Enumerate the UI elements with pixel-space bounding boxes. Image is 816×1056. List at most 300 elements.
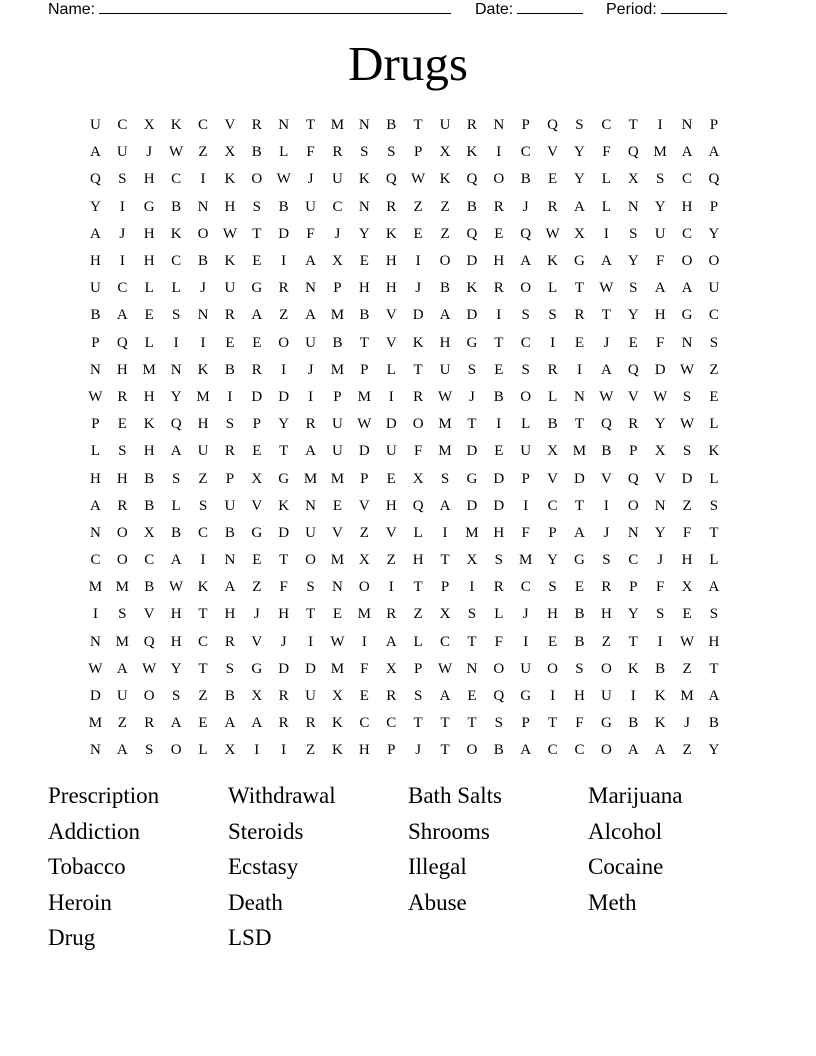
grid-letter[interactable]: H [385, 253, 397, 270]
grid-letter[interactable]: H [170, 633, 182, 650]
grid-letter[interactable]: U [385, 443, 397, 460]
grid-letter[interactable]: C [547, 497, 558, 514]
grid-letter[interactable]: R [251, 117, 262, 134]
grid-letter[interactable]: R [466, 117, 477, 134]
grid-letter[interactable]: E [709, 388, 719, 405]
grid-letter[interactable]: R [305, 715, 316, 732]
grid-letter[interactable]: W [437, 388, 453, 405]
grid-letter[interactable]: E [252, 253, 262, 270]
grid-letter[interactable]: S [629, 280, 638, 297]
grid-letter[interactable]: A [305, 443, 316, 460]
grid-letter[interactable]: U [332, 443, 343, 460]
grid-letter[interactable]: P [629, 579, 638, 596]
grid-letter[interactable]: Y [627, 307, 639, 324]
grid-letter[interactable]: K [332, 742, 343, 759]
grid-letter[interactable]: S [602, 552, 611, 569]
grid-letter[interactable]: I [496, 307, 502, 324]
grid-letter[interactable]: L [144, 334, 154, 351]
grid-letter[interactable]: T [601, 307, 611, 324]
grid-letter[interactable]: T [198, 606, 208, 623]
grid-letter[interactable]: Z [305, 742, 316, 759]
grid-letter[interactable]: A [305, 307, 316, 324]
grid-letter[interactable]: C [574, 742, 585, 759]
grid-letter[interactable]: G [574, 253, 585, 270]
grid-letter[interactable]: N [90, 742, 101, 759]
grid-letter[interactable]: X [332, 688, 343, 705]
grid-letter[interactable]: R [493, 198, 504, 215]
grid-letter[interactable]: I [550, 688, 556, 705]
grid-letter[interactable]: L [413, 524, 423, 541]
grid-letter[interactable]: T [359, 334, 369, 351]
grid-letter[interactable]: U [305, 198, 316, 215]
grid-letter[interactable]: H [116, 470, 128, 487]
grid-letter[interactable]: A [90, 497, 101, 514]
grid-letter[interactable]: B [224, 688, 235, 705]
grid-letter[interactable]: H [385, 280, 397, 297]
grid-letter[interactable]: X [251, 470, 263, 487]
grid-letter[interactable]: U [332, 171, 343, 188]
grid-letter[interactable]: X [224, 144, 236, 161]
grid-letter[interactable]: L [171, 280, 181, 297]
grid-letter[interactable]: E [198, 715, 208, 732]
grid-letter[interactable]: H [681, 198, 693, 215]
grid-letter[interactable]: W [88, 660, 103, 677]
grid-letter[interactable]: S [118, 443, 127, 460]
grid-letter[interactable]: B [628, 715, 639, 732]
grid-letter[interactable]: C [171, 171, 182, 188]
grid-letter[interactable]: U [305, 524, 316, 541]
grid-letter[interactable]: L [709, 470, 719, 487]
grid-letter[interactable]: T [628, 633, 638, 650]
grid-letter[interactable]: A [681, 280, 693, 297]
grid-letter[interactable]: B [278, 198, 289, 215]
grid-letter[interactable]: H [493, 253, 505, 270]
grid-letter[interactable]: S [655, 606, 665, 623]
grid-letter[interactable]: P [252, 416, 261, 433]
grid-letter[interactable]: O [600, 660, 612, 677]
grid-letter[interactable]: H [224, 198, 236, 215]
grid-letter[interactable]: W [88, 388, 103, 405]
grid-letter[interactable]: Q [466, 171, 478, 188]
grid-letter[interactable]: A [224, 579, 236, 596]
grid-letter[interactable]: D [466, 497, 478, 514]
grid-letter[interactable]: Z [413, 606, 423, 623]
grid-letter[interactable]: O [278, 334, 290, 351]
grid-letter[interactable]: N [654, 497, 666, 514]
grid-letter[interactable]: L [198, 742, 208, 759]
grid-letter[interactable]: S [413, 688, 423, 705]
grid-letter[interactable]: Z [709, 361, 719, 378]
grid-letter[interactable]: J [415, 280, 422, 297]
grid-letter[interactable]: S [682, 443, 692, 460]
grid-letter[interactable]: A [654, 742, 666, 759]
grid-letter[interactable]: E [332, 497, 343, 514]
grid-letter[interactable]: S [198, 497, 208, 514]
grid-letter[interactable]: R [117, 497, 128, 514]
grid-letter[interactable]: N [681, 334, 693, 351]
grid-letter[interactable]: I [469, 579, 475, 596]
grid-letter[interactable]: R [224, 443, 235, 460]
grid-letter[interactable]: R [117, 388, 128, 405]
grid-letter[interactable]: E [332, 606, 343, 623]
grid-letter[interactable]: U [305, 334, 316, 351]
grid-letter[interactable]: V [385, 334, 397, 351]
grid-letter[interactable]: E [628, 334, 638, 351]
grid-letter[interactable]: E [682, 606, 692, 623]
grid-letter[interactable]: C [601, 117, 612, 134]
date-input-line[interactable] [517, 0, 583, 14]
grid-letter[interactable]: C [117, 117, 128, 134]
grid-letter[interactable]: H [143, 253, 155, 270]
grid-letter[interactable]: O [520, 280, 532, 297]
grid-letter[interactable]: M [330, 117, 345, 134]
grid-letter[interactable]: H [574, 688, 585, 705]
grid-letter[interactable]: Y [654, 198, 666, 215]
grid-letter[interactable]: C [440, 633, 451, 650]
grid-letter[interactable]: H [143, 225, 155, 242]
grid-letter[interactable]: F [575, 715, 584, 732]
grid-letter[interactable]: V [358, 497, 370, 514]
grid-letter[interactable]: D [493, 497, 505, 514]
grid-letter[interactable]: I [200, 171, 206, 188]
grid-letter[interactable]: P [360, 470, 369, 487]
grid-letter[interactable]: T [440, 742, 450, 759]
period-input-line[interactable] [661, 0, 727, 14]
grid-letter[interactable]: M [115, 579, 129, 596]
grid-letter[interactable]: J [657, 552, 664, 569]
grid-letter[interactable]: S [548, 307, 557, 324]
grid-letter[interactable]: S [467, 606, 477, 623]
grid-letter[interactable]: K [385, 225, 397, 242]
grid-letter[interactable]: W [142, 660, 157, 677]
grid-letter[interactable]: I [630, 688, 636, 705]
grid-letter[interactable]: G [143, 198, 155, 215]
grid-letter[interactable]: U [305, 688, 316, 705]
grid-letter[interactable]: O [547, 660, 558, 677]
grid-letter[interactable]: Q [466, 225, 478, 242]
grid-letter[interactable]: V [143, 606, 155, 623]
grid-letter[interactable]: J [307, 171, 314, 188]
grid-letter[interactable]: O [170, 742, 182, 759]
grid-letter[interactable]: I [308, 388, 314, 405]
grid-letter[interactable]: H [708, 633, 720, 650]
grid-letter[interactable]: I [92, 606, 98, 623]
grid-letter[interactable]: X [358, 552, 370, 569]
grid-letter[interactable]: G [251, 280, 263, 297]
grid-letter[interactable]: K [358, 171, 370, 188]
grid-letter[interactable]: U [116, 144, 128, 161]
grid-letter[interactable]: D [654, 361, 666, 378]
grid-letter[interactable]: C [198, 117, 209, 134]
grid-letter[interactable]: I [227, 388, 233, 405]
grid-letter[interactable]: E [494, 361, 504, 378]
grid-letter[interactable]: N [90, 524, 101, 541]
grid-letter[interactable]: N [170, 361, 182, 378]
grid-letter[interactable]: H [170, 606, 182, 623]
grid-letter[interactable]: A [116, 742, 128, 759]
grid-letter[interactable]: C [90, 552, 101, 569]
grid-letter[interactable]: I [388, 579, 394, 596]
grid-letter[interactable]: Y [654, 416, 666, 433]
grid-letter[interactable]: L [521, 416, 531, 433]
grid-letter[interactable]: A [305, 253, 316, 270]
name-input-line[interactable] [99, 0, 451, 14]
grid-letter[interactable]: O [116, 524, 128, 541]
grid-letter[interactable]: D [278, 524, 290, 541]
grid-letter[interactable]: S [145, 742, 154, 759]
grid-letter[interactable]: N [197, 307, 209, 324]
grid-letter[interactable]: K [547, 253, 558, 270]
grid-letter[interactable]: C [171, 253, 182, 270]
grid-letter[interactable]: W [679, 416, 695, 433]
grid-letter[interactable]: B [466, 198, 477, 215]
grid-letter[interactable]: C [520, 334, 531, 351]
grid-letter[interactable]: D [466, 443, 478, 460]
grid-letter[interactable]: K [654, 688, 666, 705]
grid-letter[interactable]: C [682, 171, 693, 188]
grid-letter[interactable]: E [548, 633, 558, 650]
grid-letter[interactable]: K [224, 171, 236, 188]
grid-letter[interactable]: N [466, 660, 478, 677]
grid-letter[interactable]: N [332, 579, 343, 596]
grid-letter[interactable]: E [494, 443, 504, 460]
grid-letter[interactable]: C [198, 633, 209, 650]
grid-letter[interactable]: S [575, 117, 584, 134]
grid-letter[interactable]: I [308, 633, 314, 650]
grid-letter[interactable]: W [169, 144, 184, 161]
grid-letter[interactable]: A [170, 715, 182, 732]
grid-letter[interactable]: C [682, 225, 693, 242]
grid-letter[interactable]: H [547, 606, 558, 623]
grid-letter[interactable]: D [278, 225, 290, 242]
grid-letter[interactable]: M [330, 307, 345, 324]
grid-letter[interactable]: I [657, 117, 663, 134]
grid-letter[interactable]: O [627, 497, 639, 514]
grid-letter[interactable]: D [278, 388, 290, 405]
grid-letter[interactable]: L [494, 606, 504, 623]
grid-letter[interactable]: D [278, 660, 290, 677]
grid-letter[interactable]: A [600, 361, 612, 378]
grid-letter[interactable]: T [413, 361, 423, 378]
grid-letter[interactable]: V [600, 470, 612, 487]
grid-letter[interactable]: M [357, 388, 372, 405]
grid-letter[interactable]: W [653, 388, 668, 405]
grid-letter[interactable]: O [493, 171, 505, 188]
grid-letter[interactable]: F [655, 334, 665, 351]
grid-letter[interactable]: R [386, 688, 397, 705]
grid-letter[interactable]: N [358, 117, 370, 134]
grid-letter[interactable]: B [440, 280, 451, 297]
grid-letter[interactable]: P [413, 144, 423, 161]
grid-letter[interactable]: S [118, 606, 127, 623]
grid-letter[interactable]: I [496, 144, 502, 161]
grid-letter[interactable]: V [251, 497, 263, 514]
grid-letter[interactable]: Y [358, 225, 370, 242]
grid-letter[interactable]: Q [116, 334, 128, 351]
grid-letter[interactable]: P [387, 742, 396, 759]
grid-letter[interactable]: X [654, 443, 666, 460]
grid-letter[interactable]: B [386, 117, 397, 134]
grid-letter[interactable]: O [466, 742, 478, 759]
grid-letter[interactable]: T [574, 416, 585, 433]
grid-letter[interactable]: X [332, 253, 343, 270]
grid-letter[interactable]: E [225, 334, 235, 351]
grid-letter[interactable]: L [413, 633, 423, 650]
grid-letter[interactable]: W [330, 633, 345, 650]
grid-letter[interactable]: Y [627, 253, 639, 270]
grid-letter[interactable]: Z [198, 470, 208, 487]
grid-letter[interactable]: K [197, 579, 209, 596]
grid-letter[interactable]: Z [198, 688, 208, 705]
grid-letter[interactable]: J [603, 334, 610, 351]
grid-letter[interactable]: Z [440, 198, 450, 215]
grid-letter[interactable]: B [708, 715, 719, 732]
grid-letter[interactable]: Q [170, 416, 182, 433]
grid-letter[interactable]: L [709, 552, 719, 569]
grid-letter[interactable]: I [603, 497, 609, 514]
grid-letter[interactable]: U [439, 361, 451, 378]
grid-letter[interactable]: E [117, 416, 127, 433]
grid-letter[interactable]: G [251, 660, 263, 677]
grid-letter[interactable]: S [118, 171, 127, 188]
grid-letter[interactable]: T [467, 416, 477, 433]
grid-letter[interactable]: T [467, 715, 477, 732]
grid-letter[interactable]: Q [385, 171, 397, 188]
grid-letter[interactable]: I [576, 361, 582, 378]
grid-letter[interactable]: Y [574, 171, 585, 188]
grid-letter[interactable]: C [332, 198, 343, 215]
grid-letter[interactable]: D [466, 253, 478, 270]
grid-letter[interactable]: N [493, 117, 505, 134]
grid-letter[interactable]: I [281, 361, 287, 378]
grid-letter[interactable]: U [600, 688, 612, 705]
grid-letter[interactable]: T [413, 117, 423, 134]
grid-letter[interactable]: N [305, 280, 316, 297]
grid-letter[interactable]: R [386, 606, 397, 623]
grid-letter[interactable]: M [115, 633, 129, 650]
grid-letter[interactable]: T [198, 660, 208, 677]
grid-letter[interactable]: E [574, 579, 585, 596]
grid-letter[interactable]: B [224, 524, 235, 541]
grid-letter[interactable]: L [279, 144, 289, 161]
grid-letter[interactable]: D [493, 470, 505, 487]
grid-letter[interactable]: J [200, 280, 206, 297]
grid-letter[interactable]: O [358, 579, 370, 596]
grid-letter[interactable]: K [654, 715, 666, 732]
grid-letter[interactable]: K [278, 497, 290, 514]
grid-letter[interactable]: K [197, 361, 209, 378]
grid-letter[interactable]: Y [574, 144, 585, 161]
grid-letter[interactable]: G [466, 334, 478, 351]
grid-letter[interactable]: O [708, 253, 720, 270]
grid-letter[interactable]: P [709, 198, 719, 215]
grid-letter[interactable]: S [709, 497, 719, 514]
grid-letter[interactable]: A [600, 253, 612, 270]
grid-letter[interactable]: S [360, 144, 369, 161]
grid-letter[interactable]: D [305, 660, 316, 677]
grid-letter[interactable]: S [171, 470, 181, 487]
grid-letter[interactable]: B [601, 443, 612, 460]
grid-letter[interactable]: S [655, 171, 665, 188]
grid-letter[interactable]: S [682, 388, 692, 405]
grid-letter[interactable]: H [197, 416, 209, 433]
grid-letter[interactable]: O [493, 660, 505, 677]
grid-letter[interactable]: B [574, 606, 585, 623]
grid-letter[interactable]: D [251, 388, 263, 405]
grid-letter[interactable]: I [119, 198, 125, 215]
grid-letter[interactable]: F [306, 144, 315, 161]
grid-letter[interactable]: T [305, 117, 316, 134]
grid-letter[interactable]: P [548, 524, 557, 541]
grid-letter[interactable]: S [387, 144, 396, 161]
grid-letter[interactable]: J [146, 144, 153, 161]
grid-letter[interactable]: R [224, 307, 235, 324]
grid-letter[interactable]: H [143, 443, 155, 460]
grid-letter[interactable]: L [144, 280, 154, 297]
grid-letter[interactable]: M [572, 443, 587, 460]
grid-letter[interactable]: A [654, 280, 666, 297]
grid-letter[interactable]: Q [493, 688, 505, 705]
grid-letter[interactable]: C [628, 552, 639, 569]
grid-letter[interactable]: I [657, 633, 663, 650]
grid-letter[interactable]: Q [600, 416, 612, 433]
grid-letter[interactable]: F [602, 144, 611, 161]
grid-letter[interactable]: R [493, 579, 504, 596]
grid-letter[interactable]: U [439, 117, 451, 134]
grid-letter[interactable]: X [547, 443, 558, 460]
grid-letter[interactable]: J [468, 388, 475, 405]
grid-letter[interactable]: Q [143, 633, 155, 650]
grid-letter[interactable]: R [574, 307, 585, 324]
grid-letter[interactable]: I [281, 742, 287, 759]
grid-letter[interactable]: X [574, 225, 585, 242]
grid-letter[interactable]: F [494, 633, 503, 650]
grid-letter[interactable]: W [599, 388, 614, 405]
grid-letter[interactable]: E [548, 171, 558, 188]
grid-letter[interactable]: B [655, 660, 666, 677]
grid-letter[interactable]: B [251, 144, 262, 161]
grid-letter[interactable]: T [574, 497, 585, 514]
grid-letter[interactable]: O [520, 388, 532, 405]
grid-letter[interactable]: S [709, 606, 719, 623]
grid-letter[interactable]: T [709, 524, 719, 541]
grid-letter[interactable]: T [467, 633, 477, 650]
grid-letter[interactable]: I [361, 633, 367, 650]
grid-letter[interactable]: X [143, 117, 155, 134]
grid-letter[interactable]: K [412, 334, 424, 351]
grid-letter[interactable]: H [358, 742, 370, 759]
grid-letter[interactable]: L [601, 171, 611, 188]
grid-letter[interactable]: N [90, 361, 101, 378]
grid-letter[interactable]: I [173, 334, 179, 351]
grid-letter[interactable]: A [116, 660, 128, 677]
grid-letter[interactable]: V [547, 470, 558, 487]
grid-letter[interactable]: N [278, 117, 290, 134]
grid-letter[interactable]: V [251, 633, 263, 650]
grid-letter[interactable]: H [116, 361, 128, 378]
grid-letter[interactable]: P [91, 416, 100, 433]
grid-letter[interactable]: D [681, 470, 693, 487]
grid-letter[interactable]: I [200, 552, 206, 569]
grid-letter[interactable]: T [252, 225, 262, 242]
grid-letter[interactable]: B [547, 416, 558, 433]
grid-letter[interactable]: F [655, 579, 665, 596]
grid-letter[interactable]: H [385, 497, 397, 514]
grid-letter[interactable]: E [574, 334, 585, 351]
grid-letter[interactable]: S [225, 416, 235, 433]
grid-letter[interactable]: Z [601, 633, 611, 650]
grid-letter[interactable]: R [224, 633, 235, 650]
